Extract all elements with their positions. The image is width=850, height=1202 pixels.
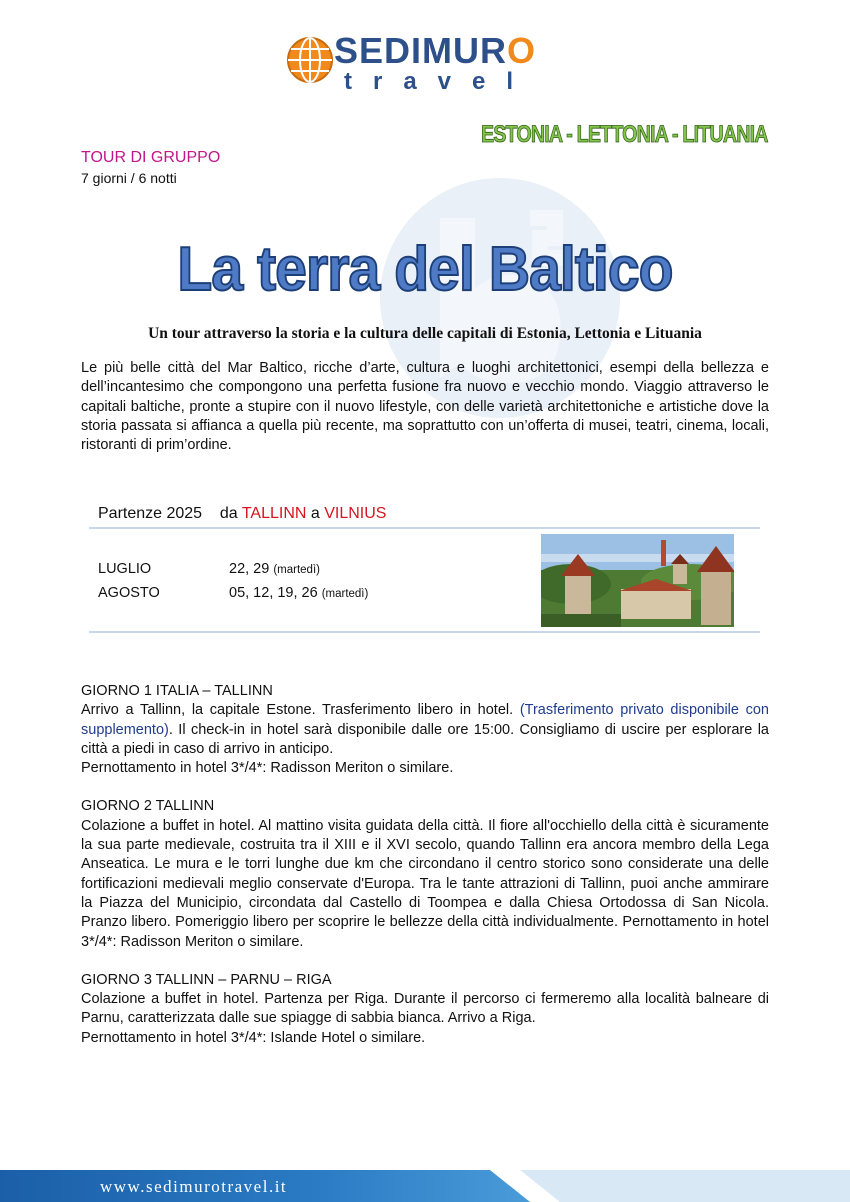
tour-duration: 7 giorni / 6 notti — [81, 170, 177, 186]
departure-row: LUGLIO 22, 29 (martedì) — [98, 561, 320, 577]
divider — [89, 631, 760, 633]
page-subtitle: Un tour attraverso la storia e la cultura delle capitali di Estonia, Lettonia e Lituania — [148, 325, 702, 342]
to-city: VILNIUS — [324, 505, 387, 522]
website-link[interactable]: www.sedimurotravel.it — [100, 1177, 288, 1196]
day-title: GIORNO 1 ITALIA – TALLINN — [81, 683, 273, 699]
overnight-info: Pernottamento in hotel 3*/4*: Islande Hotel o similare. — [81, 1029, 426, 1046]
tour-type: TOUR DI GRUPPO — [81, 149, 221, 166]
footer-band — [0, 1170, 850, 1202]
page-title: La terra del Baltico — [177, 235, 673, 304]
countries-heading: ESTONIA - LETTONIA - LITUANIA — [481, 121, 768, 148]
overnight-info: Pernottamento in hotel 3*/4*: Radisson Meriton o similare — [81, 760, 450, 777]
departures-heading: Partenze 2025 da TALLINN a VILNIUS — [98, 505, 387, 522]
itinerary — [81, 682, 769, 1067]
brand-name: SEDIMURO — [334, 30, 537, 71]
day-title: GIORNO 2 TALLINN — [81, 798, 215, 815]
intro-paragraph: Le più belle città del Mar Baltico, ricche d’arte, cultura e luoghi architettonici, esempi della bellezza e dell’incantesimo che compongono una perfetta fusione fra nuovo e vecchio mondo. Viaggio attraverso le capitali baltiche, pronte a stupire con il nuovo lifestyle, con delle varietà architettoniche e artistiche dove la storia passata si affianca a quella più recente, ma soprattutto con un’offerta di musei, teatri, cinema, locali, ristoranti di prim’ordine. — [81, 360, 769, 454]
from-city: TALLINN — [241, 505, 307, 522]
tallinn-towers-photo-icon — [541, 534, 734, 627]
day-block: GIORNO 2 TALLINN Colazione a buffet in hotel. Al mattino visita guidata della città. Il fiore all'occhiello della città è sicuramente la sua parte medievale, costruita tra il XIII e il XVI secolo, quando Tallinn era ancora membro della Lega Anseatica. Le mura e le torri lunghe due km che circondano il centro storico sono considerate una delle fortificazioni medievali meglio conservate d'Europa. Tra le tante attrazioni di Tallinn, puoi anche ammirare la Piazza del Municipio, circondata dal Castello di Toompea e dalla Chiesa Ortodossa di San Nicola. Pranzo libero. Pomeriggio libero per scoprire le bellezze della città individualmente. Pernottamento in hotel 3*/4*: Radisson Meriton o similare. — [81, 798, 769, 950]
tallinn-photo — [541, 534, 734, 627]
brand-logo[interactable] — [286, 30, 596, 95]
globe-icon — [286, 36, 334, 84]
highlight-text: visita guidata — [327, 817, 414, 834]
highlight-text: Riga. — [354, 991, 389, 1008]
overnight-info: Pernottamento in hotel 3*/4*: Radisson Meriton o similare — [81, 914, 769, 950]
brand-subname: travel — [344, 68, 535, 95]
departure-row: AGOSTO 05, 12, 19, 26 (martedì) — [98, 585, 369, 601]
day-block: GIORNO 1 ITALIA – TALLINN Arrivo a Tallinn, la capitale Estone. Trasferimento libero in hotel. (Trasferimento privato disponibile con supplemento). Il check-in in hotel sarà disponibile dalle ore 15:00. Consigliamo di uscire per esplorare la città a piedi in caso di arrivo in anticipo. Pernottamento in hotel 3*/4*: Radisson Meriton o similare. — [81, 683, 769, 777]
day-title: GIORNO 3 TALLINN – PARNU – RIGA — [81, 971, 332, 988]
brand-ring: O — [507, 30, 537, 71]
day-block: GIORNO 3 TALLINN – PARNU – RIGA Colazione a buffet in hotel. Partenza per Riga. Durante il percorso ci fermeremo alla località balneare di Parnu, caratterizzata dalle sue spiagge di sabbia bianca. Arrivo a Riga. Pernottamento in hotel 3*/4*: Islande Hotel o similare. — [81, 971, 769, 1046]
divider — [89, 527, 760, 529]
